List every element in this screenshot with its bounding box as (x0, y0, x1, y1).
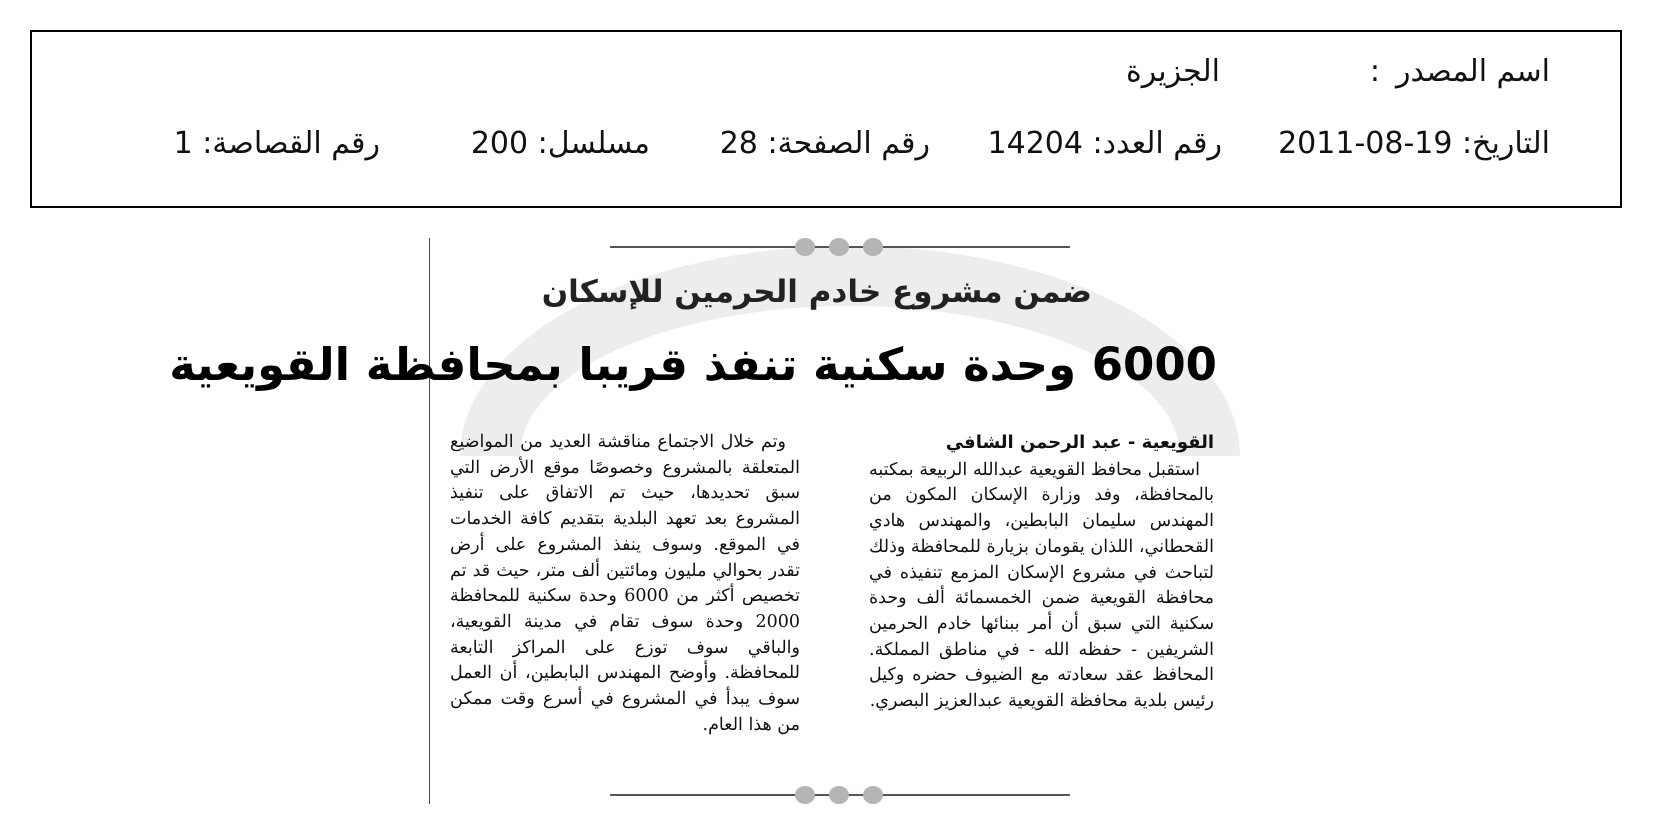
source-colon: : (1369, 54, 1380, 89)
source-info-box (30, 30, 1622, 208)
newspaper-clipping (169, 238, 1242, 806)
article-column-left (450, 430, 800, 738)
ornament-dot (829, 238, 849, 256)
column-rule (429, 238, 430, 804)
source-label: اسم المصدر (1395, 54, 1550, 89)
issue-number-field: رقم العدد: 14204 (987, 126, 1222, 161)
article-column-right (869, 430, 1214, 715)
article-paragraph-2: وتم خلال الاجتماع مناقشة العديد من المواضيع المتعلقة بالمشروع وخصوصًا موقع الأرض التي سبق تحديدها، حيث تم الاتفاق على تنفيذ المشروع بعد تعهد البلدية بتقديم كافة الخدمات في الموقع. وسوف ينفذ المشروع على أرض تقدر بحوالي مليون ومائتين ألف متر، حيث قد تم تخصيص أكثر من 6000 وحدة سكنية للمحافظة 2000 وحدة سوف تقام في مدينة القويعية، والباقي سوف توزع على المراكز التابعة للمحافظة. وأوضح المهندس البابطين، أن العمل سوف يبدأ في المشروع في أسرع وقت ممكن من هذا العام. (450, 432, 800, 735)
page-number-field: رقم الصفحة: 28 (719, 126, 930, 161)
clip-number-field: رقم القصاصة: 1 (173, 126, 380, 161)
ornament-dot (863, 238, 883, 256)
serial-field: مسلسل: 200 (470, 126, 650, 161)
source-value: الجزيرة (1125, 54, 1220, 89)
article-paragraph-1: استقبل محافظ القويعية عبدالله الربيعة بمكتبه بالمحافظة، وفد وزارة الإسكان المكون من المهندس سليمان البابطين، والمهندس هادي القحطاني، اللذان يقومان بزيارة للمحافظة وذلك لتباحث في مشروع الإسكان المزمع تنفيذه في محافظة القويعية ضمن الخمسمائة ألف وحدة سكنية التي سبق أن أمر ببنائها خادم الحرمين الشريفين - حفظه الله - في مناطق المملكة. المحافظ عقد سعادته مع الضيوف حضره وكيل رئيس بلدية محافظة القويعية عبدالعزيز البصري. (869, 459, 1214, 712)
ornament-dot (795, 786, 815, 804)
ornament-dot (863, 786, 883, 804)
date-field: التاريخ: 19-08-2011 (1278, 126, 1550, 161)
ornament-dot (829, 786, 849, 804)
bottom-ornament (610, 786, 1070, 806)
article-byline: القويعية - عبد الرحمن الشافي (945, 432, 1214, 453)
article-kicker: ضمن مشروع خادم الحرمين للإسكان (541, 274, 1092, 310)
article-headline: 6000 وحدة سكنية تنفذ قريبا بمحافظة القويعية (169, 338, 1217, 391)
top-ornament (610, 238, 1070, 258)
ornament-dot (795, 238, 815, 256)
